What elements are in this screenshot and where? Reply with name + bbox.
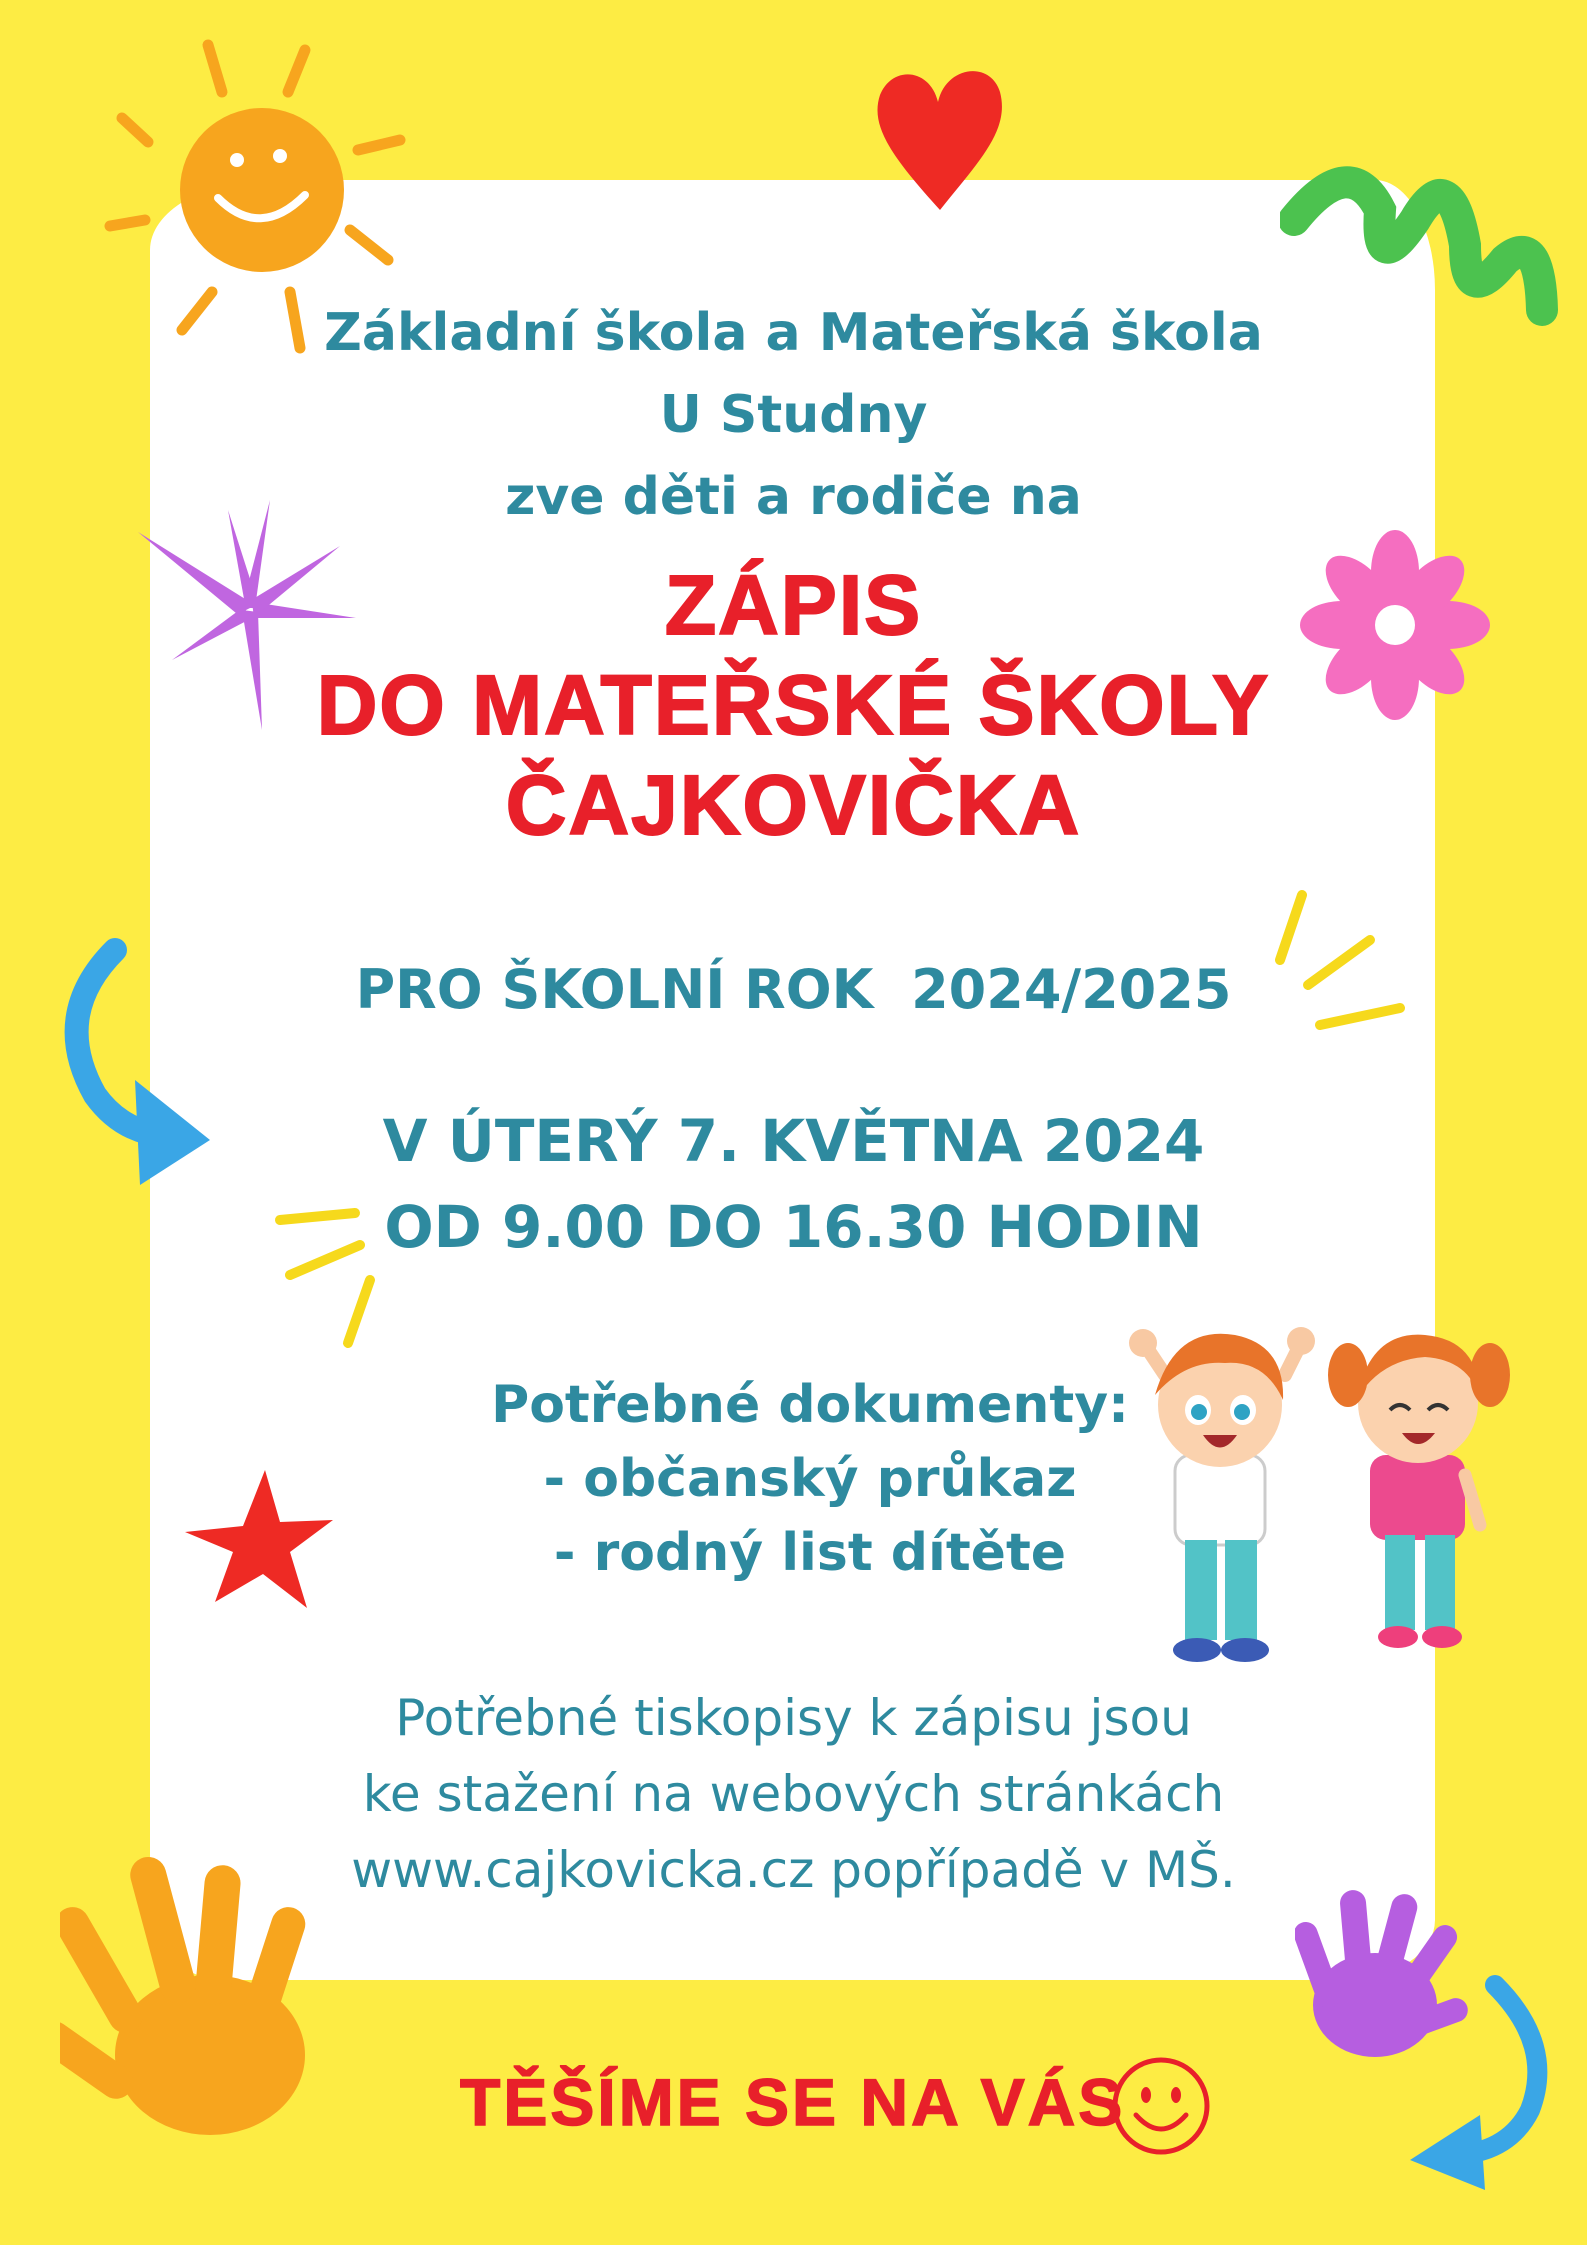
title-line: DO MATEŘSKÉ ŠKOLY <box>316 658 1271 752</box>
event-date <box>0 1098 1587 1270</box>
school-name-line: Základní škola a Mateřská škola <box>324 303 1263 363</box>
time-line: OD 9.00 DO 16.30 HODIN <box>384 1193 1203 1261</box>
document-item: - občanský průkaz <box>543 1449 1077 1509</box>
date-line: V ÚTERÝ 7. KVĚTNA 2024 <box>382 1107 1205 1175</box>
school-name-line: U Studny <box>659 385 928 445</box>
title-line: ČAJKOVIČKA <box>505 758 1082 852</box>
forms-info <box>0 1680 1587 1908</box>
star-icon <box>185 1470 335 1615</box>
documents-section <box>440 1368 1180 1590</box>
footer-slogan <box>460 2064 1125 2140</box>
forms-line: ke stažení na webových stránkách <box>362 1765 1225 1823</box>
arrow-icon <box>1390 1975 1560 2195</box>
document-item: - rodný list dítěte <box>553 1523 1067 1583</box>
title-line: ZÁPIS <box>664 558 923 652</box>
smiley-icon <box>1110 2055 1212 2157</box>
event-title <box>0 555 1587 855</box>
forms-line: Potřebné tiskopisy k zápisu jsou <box>395 1689 1192 1747</box>
forms-link-line: www.cajkovicka.cz popřípadě v MŠ. <box>351 1841 1236 1899</box>
invitation-line: zve děti a rodiče na <box>505 467 1082 527</box>
school-invitation <box>0 292 1587 538</box>
footer-text: TĚŠÍME SE NA VÁS <box>460 2065 1126 2139</box>
heart-icon <box>870 60 1010 220</box>
documents-heading: Potřebné dokumenty: <box>491 1375 1129 1435</box>
school-year: PRO ŠKOLNÍ ROK 2024/2025 <box>355 958 1232 1021</box>
